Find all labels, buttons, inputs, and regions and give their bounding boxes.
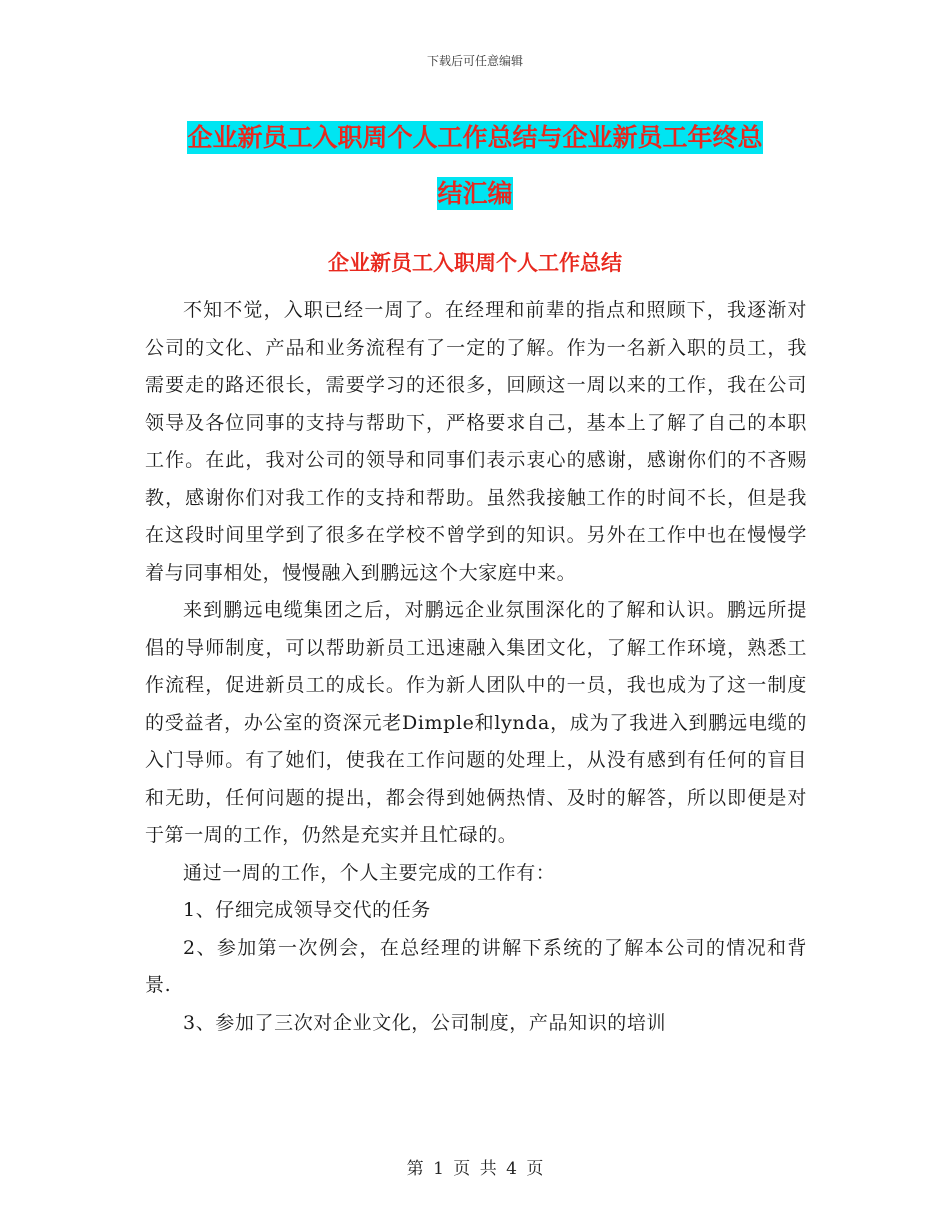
list-item: 2、参加第一次例会，在总经理的讲解下系统的了解本公司的情况和背景. xyxy=(145,936,807,996)
list-item: 1、仔细完成领导交代的任务 xyxy=(183,899,431,921)
section-title: 企业新员工入职周个人工作总结 xyxy=(328,251,622,275)
document-body xyxy=(145,292,807,1042)
document-title xyxy=(0,110,950,222)
paragraph: 通过一周的工作，个人主要完成的工作有： xyxy=(183,861,556,884)
list-item: 3、参加了三次对企业文化，公司制度，产品知识的培训 xyxy=(183,1011,667,1034)
paragraph: 不知不觉，入职已经一周了。在经理和前辈的指点和照顾下，我逐渐对公司的文化、产品和业务流程有了一定的了解。作为一名新入职的员工，我需要走的路还很长，需要学习的还很多，回顾这一周以来的工作，我在公司领导及各位同事的支持与帮助下，严格要求自己，基本上了解了自己的本职工作。在此，我对公司的领导和同事们表示衷心的感谢，感谢你们的不吝赐教，感谢你们对我工作的支持和帮助。虽然我接触工作的时间不长，但是我在这段时间里学到了很多在学校不曾学到的知识。另外在工作中也在慢慢学着与同事相处，慢慢融入到鹏远这个大家庭中来。 xyxy=(145,299,807,584)
paragraph: 来到鹏远电缆集团之后，对鹏远企业氛围深化的了解和认识。鹏远所提倡的导师制度，可以帮助新员工迅速融入集团文化，了解工作环境，熟悉工作流程，促进新员工的成长。作为新人团队中的一员，我也成为了这一制度的受益者，办公室的资深元老Dimple和lynda，成为了我进入到鹏远电缆的入门导师。有了她们，使我在工作问题的处理上，从没有感到有任何的盲目和无助，任何问题的提出，都会得到她俩热情、及时的解答，所以即便是对于第一周的工作，仍然是充实并且忙碌的。 xyxy=(145,599,807,846)
page-number: 第 1 页 共 4 页 xyxy=(406,1159,544,1179)
page-header-note: 下载后可任意编辑 xyxy=(426,54,523,68)
document-title-line-2: 结汇编 xyxy=(437,179,513,208)
document-title-line-1: 企业新员工入职周个人工作总结与企业新员工年终总 xyxy=(187,123,763,152)
